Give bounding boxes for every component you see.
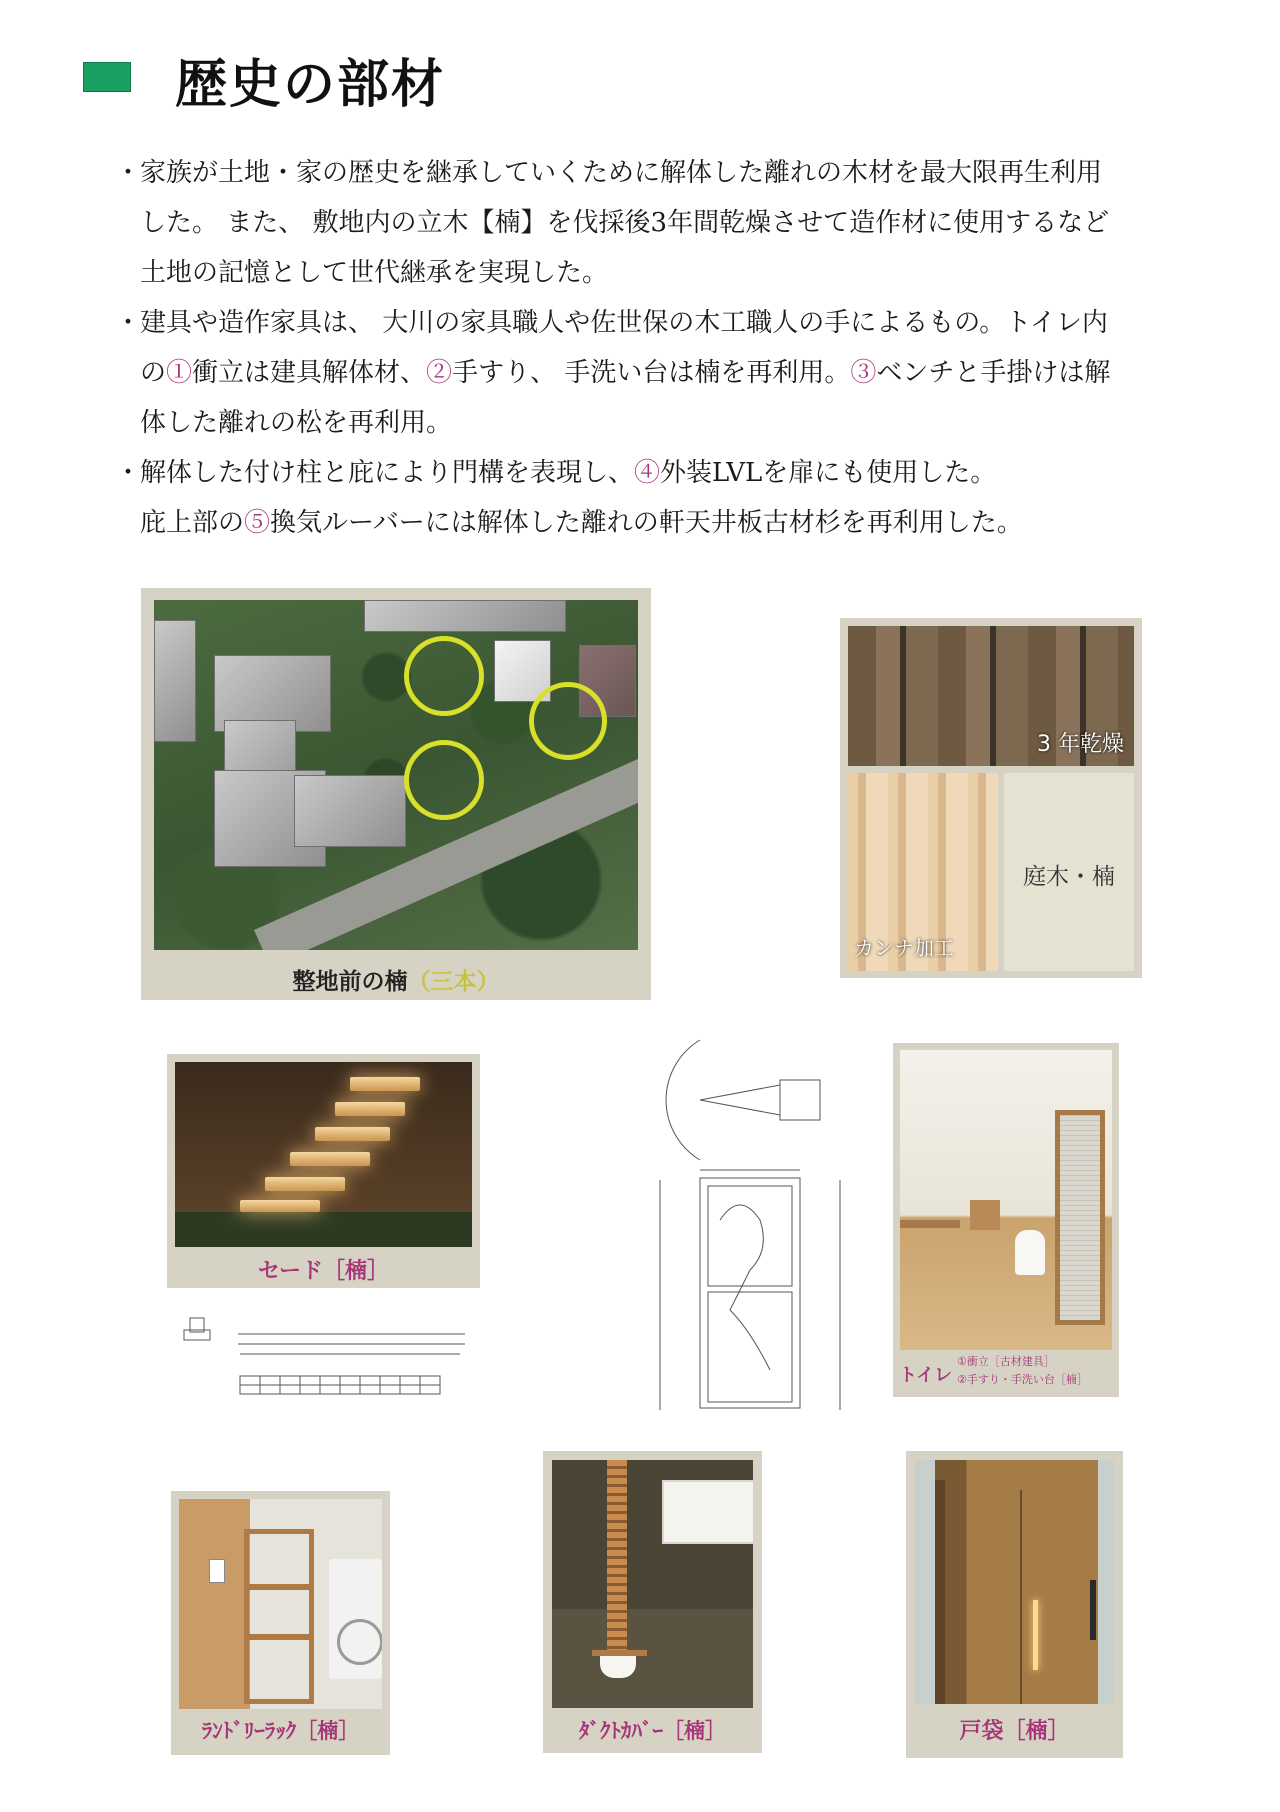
item-number: ① (166, 358, 193, 388)
shade-photo (175, 1062, 472, 1247)
bullet: ・ (115, 158, 142, 188)
drawing-line (780, 1080, 820, 1120)
paragraph-line (140, 148, 1190, 198)
roof (364, 600, 566, 632)
toilet-caption (899, 1353, 1115, 1393)
paragraph-line (140, 498, 1190, 548)
tree-marker-circle (529, 682, 607, 760)
toilet-caption-main: トイレ (899, 1365, 953, 1386)
shade-slat (350, 1077, 420, 1091)
drawing-line (700, 1085, 780, 1100)
text-run: 土地の記憶として世代継承を実現した。 (140, 258, 609, 288)
door-caption: 戸袋［楠］ (959, 1719, 1070, 1744)
shade-caption: セード［楠］ (257, 1259, 390, 1284)
paragraph (110, 148, 1190, 298)
toilet-note-2: ②手すり・手洗い台［楠］ (957, 1373, 1088, 1386)
partition-drawing (640, 1030, 880, 1430)
item-number: ④ (634, 458, 661, 488)
paragraph-line (140, 298, 1190, 348)
paragraph-line (140, 448, 1190, 498)
shade-slat (240, 1200, 320, 1212)
body-text (110, 148, 1190, 548)
bullet: ・ (115, 458, 142, 488)
shade-slat (290, 1152, 370, 1166)
text-run: 外装LVLを扉にも使用した。 (660, 458, 997, 488)
planed-overlay: カンナ加工 (854, 936, 954, 960)
shade-slat (315, 1127, 390, 1141)
duct-caption: ﾀﾞｸﾄｶﾊﾞｰ［楠］ (579, 1719, 726, 1743)
toilet-photo-frame (893, 1043, 1119, 1397)
drawing-line (708, 1292, 792, 1402)
text-run: 手すり、 手洗い台は楠を再利用。 (452, 358, 851, 388)
item-number: ③ (850, 358, 877, 388)
roof (154, 620, 196, 742)
text-run: 衝立は建具解体材、 (192, 358, 427, 388)
drawing-line (666, 1040, 700, 1160)
item-number: ⑤ (244, 508, 271, 538)
aerial-caption (141, 963, 651, 996)
laundry-rack-photo (179, 1499, 382, 1709)
text-run: した。 また、 敷地内の立木【楠】を伐採後3年間乾燥させて造作材に使用するなど (140, 208, 1110, 238)
text-run: ベンチと手掛けは解 (876, 358, 1111, 388)
text-run: 解体した付け柱と庇により門構を表現し、 (140, 458, 635, 488)
aerial-photo-frame (141, 588, 651, 1000)
paragraph (110, 448, 1190, 548)
paragraph (110, 298, 1190, 448)
tree-marker-circle (404, 636, 484, 716)
garden-tree-label: 庭木・楠 (1023, 864, 1115, 890)
toilet-note-1: ①衝立［古材建具］ (957, 1355, 1055, 1368)
dried-overlay: 3 年乾燥 (1037, 732, 1124, 757)
shade-slat (265, 1177, 345, 1191)
tree-marker-circle (404, 740, 484, 820)
door-pocket-photo (915, 1460, 1114, 1704)
drawing-line (700, 1178, 800, 1408)
text-run: 家族が土地・家の歴史を継承していくために解体した離れの木材を最大限再生利用 (140, 158, 1103, 188)
text-run: 体した離れの松を再利用。 (140, 408, 453, 438)
planed-lumber-photo (848, 773, 998, 971)
page-title: 歴史の部材 (175, 55, 446, 115)
duct-cover-photo (552, 1460, 753, 1708)
text-run: の (140, 358, 167, 388)
wood-materials-frame (840, 618, 1142, 978)
shade-photo-frame (167, 1054, 480, 1288)
text-run: 建具や造作家具は、 大川の家具職人や佐世保の木工職人の手によるもの。トイレ内 (140, 308, 1108, 338)
paragraph-line (140, 198, 1190, 248)
dried-lumber-photo (848, 626, 1134, 766)
shade-slat (335, 1102, 405, 1116)
door-photo-frame (906, 1451, 1123, 1758)
laundry-caption: ﾗﾝﾄﾞﾘｰﾗｯｸ［楠］ (201, 1719, 360, 1743)
text-run: 庇上部の (140, 508, 245, 538)
title-marker (83, 62, 131, 92)
paragraph-line (140, 398, 1190, 448)
bullet: ・ (115, 308, 142, 338)
toilet-photo (900, 1050, 1112, 1350)
drawing-line (240, 1376, 440, 1394)
aerial-caption-text: 整地前の楠 (292, 969, 408, 995)
paragraph-line (140, 248, 1190, 298)
aerial-photo (154, 600, 638, 950)
laundry-photo-frame (171, 1491, 390, 1755)
paragraph-line (140, 348, 1190, 398)
duct-photo-frame (543, 1451, 762, 1753)
roof (294, 775, 406, 847)
text-run: 換気ルーバーには解体した離れの軒天井板古材杉を再利用した。 (270, 508, 1023, 538)
shade-drawing (180, 1310, 470, 1400)
drawing-line (720, 1205, 770, 1370)
item-number: ② (426, 358, 453, 388)
garden-tree-panel (1004, 773, 1134, 971)
drawing-line (700, 1100, 780, 1115)
aerial-caption-note: （三本） (407, 969, 500, 995)
